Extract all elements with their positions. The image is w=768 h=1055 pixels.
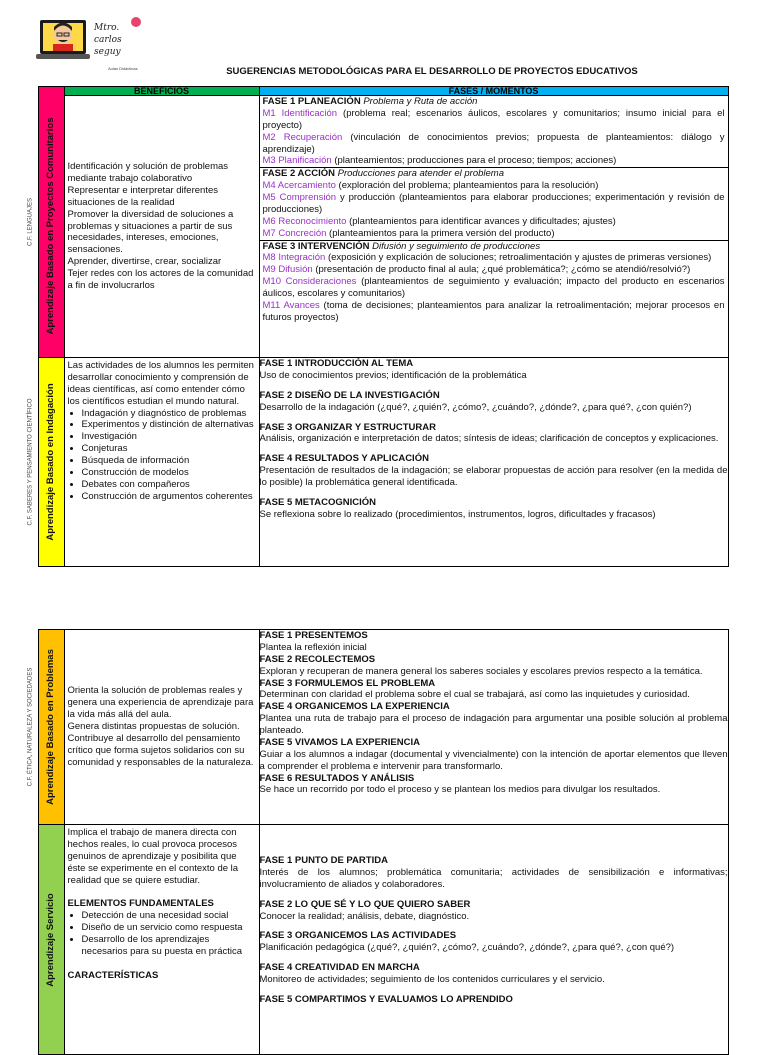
list-item: • Construcción de argumentos coherentes	[82, 491, 256, 503]
phase-block: FASE 4 ORGANICEMOS LA EXPERIENCIA Plantea una ruta de trabajo para el proceso de indagación para argumentar una posible solución al problema planteado.	[259, 701, 728, 736]
phase-block: FASE 2 DISEÑO DE LA INVESTIGACIÓN Desarrollo de la indagación (¿qué?, ¿quién?, ¿cómo?, ¿cuándo?, ¿dónde?, ¿para qué?, ¿con quién?)	[259, 389, 692, 413]
list-item: • Experimentos y distinción de alternativas	[82, 419, 256, 431]
benefits-cell-proyectos	[64, 96, 259, 358]
list-item: • Conjeturas	[82, 443, 256, 455]
intro-text: Implica el trabajo de manera directa con hechos reales, lo cual provoca procesos genuinos de aprendizaje y posibilita que éste se experimente en el contexto de la realidad que se quiere estudiar.	[67, 827, 239, 886]
list-item: • Identificación y solución de problemas mediante trabajo colaborativo	[68, 161, 256, 185]
module-m2: M2 Recuperación	[262, 131, 343, 143]
characteristics-title: CARACTERÍSTICAS	[67, 969, 159, 981]
cf-label-etica: C.F. ÉTICA, NATURALEZA Y SOCIEDADES	[27, 667, 33, 787]
list-item: • Representar e interpretar diferentes situaciones de la realidad	[68, 185, 256, 209]
list-item: • Construcción de modelos	[82, 467, 256, 479]
methodology-table-2	[24, 629, 729, 1055]
col-header-phases: FASES / MOMENTOS	[259, 87, 728, 96]
phase-block: FASE 5 VIVAMOS LA EXPERIENCIA Guiar a los alumnos a indagar (documental y vivencialmente) con la intención de aportar elementos que lleven a comprender el problema e intervenir para transformarlo.	[259, 736, 728, 772]
phases-cell-proyectos	[259, 96, 728, 358]
module-m4: M4 Acercamiento	[262, 180, 336, 192]
logo-text: Mtro. carlos seguy	[94, 23, 122, 57]
phase-block: FASE 1 PUNTO DE PARTIDA Interés de los alumnos; problemática comunitaria; actividades de sensibilización e informativas; involucramiento de aliados y colaboradores.	[259, 855, 728, 890]
list-item: • Contribuye al desarrollo del pensamiento crítico que forma sujetos solidarios con su comunidad y responsables de la naturaleza.	[68, 733, 256, 769]
brand-logo	[34, 14, 152, 76]
cf-label-saberes: C.F. SABERES Y PENSAMIENTO CIENTÍFICO	[27, 398, 33, 526]
module-m11: M11 Avances	[262, 299, 320, 311]
phase-block: FASE 3 FORMULEMOS EL PROBLEMA Determinan con claridad el problema sobre el cual se trabajará, así como las inquietudes y curiosidad.	[259, 677, 690, 701]
phase-block: FASE 3 ORGANIZAR Y ESTRUCTURAR Análisis, organización e interpretación de datos; síntesis de ideas; clarificación de conceptos y explicaciones.	[259, 421, 719, 445]
list-item: • Diseño de un servicio como respuesta	[82, 922, 256, 934]
benefits-cell-problemas	[64, 630, 259, 825]
list-item: • Tejer redes con los actores de la comunidad a fin de involucrarlos	[68, 268, 256, 292]
list-item: • Búsqueda de información	[82, 455, 256, 467]
phase-block: FASE 5 METACOGNICIÓN Se reflexiona sobre lo realizado (procedimientos, instrumentos, logros, dificultades y fracasos)	[259, 496, 656, 520]
phase-block-1: FASE 1 PLANEACIÓN Problema y Ruta de acción M1 Identificación (problema real; escenarios áulicos, escolares y comunitarios; insumo inicial para el proyecto) M2 Recuperación (vinculación de conocimientos previos; propuesta de planteamientos: diálogo y aprendizaje) M3 Planificación (planteamientos; producciones para el proceso; tiempos; acciones)	[262, 96, 725, 167]
benefits-cell-indagacion	[64, 358, 259, 567]
module-m3: M3 Planificación	[262, 155, 332, 167]
cf-label-lenguajes: C.F. LENGUAJES	[27, 197, 33, 247]
elements-title: ELEMENTOS FUNDAMENTALES	[67, 898, 214, 910]
methodology-table-1	[24, 86, 729, 567]
page-title: SUGERENCIAS METODOLÓGICAS PARA EL DESARROLLO DE PROYECTOS EDUCATIVOS	[226, 66, 638, 77]
list-item: • Orienta la solución de problemas reales y genera una experiencia de aprendizaje para la vida más allá del aula.	[68, 685, 256, 721]
phase-block: FASE 6 RESULTADOS Y ANÁLISIS Se hace un recorrido por todo el proceso y se plantean los medios para divulgar los resultados.	[259, 772, 661, 796]
phase-block: FASE 3 ORGANICEMOS LAS ACTIVIDADES Planificación pedagógica (¿qué?, ¿quién?, ¿cómo?, ¿cuándo?, ¿dónde?, ¿para qué?, ¿con qué?)	[259, 930, 675, 954]
benefits-cell-servicio	[64, 825, 259, 1055]
benefits-list	[65, 159, 259, 294]
approach-label-servicio: Aprendizaje Servicio	[38, 825, 64, 1055]
list-item: • Aprender, divertirse, crear, socializar	[68, 256, 256, 268]
elements-list	[68, 910, 256, 958]
phase-block: FASE 2 RECOLECTEMOS Exploran y recuperan de manera general los saberes sociales y escolares previos respecto a la temática.	[259, 653, 703, 677]
benefits-list	[68, 408, 256, 503]
phase-block-2: FASE 2 ACCIÓN Producciones para atender el problema M4 Acercamiento (exploración del problema; planteamientos para la resolución) M5 Comprensión y producción (planteamientos para elaborar producciones; experimentación y revisión de producciones) M6 Reconocimiento (planteamientos para identificar avances y dificultades; ajustes) M7 Concreción (planteamientos para la primera versión del producto)	[260, 167, 728, 239]
phase-block: FASE 1 INTRODUCCIÓN AL TEMA Uso de conocimientos previos; identificación de la problemática	[259, 358, 527, 381]
phases-cell-indagacion	[259, 358, 728, 567]
list-item: • Genera distintas propuestas de solución.	[68, 721, 256, 733]
phase-block: FASE 5 COMPARTIMOS Y EVALUAMOS LO APRENDIDO	[259, 993, 513, 1005]
approach-label-problemas: Aprendizaje Basado en Problemas	[38, 630, 64, 825]
phase-block-3: FASE 3 INTERVENCIÓN Difusión y seguimiento de producciones M8 Integración (exposición y explicación de soluciones; retroalimentación y ajustes de primeras versiones) M9 Difusión (presentación de producto final al aula; ¿qué problemática?; ¿cómo se atendió/resolvió?) M10 Consideraciones (planteamientos de seguimiento y evaluación; impacto del producto en escenarios áulicos, escolares y comunitarios) M11 Avances (toma de decisiones; planteamientos para analizar la retroalimentación; mejorar procesos en futuros proyectos)	[260, 240, 728, 324]
intro-text: Las actividades de los alumnos les permiten desarrollar conocimiento y comprensión de ideas científicas, así como entender cómo los científicos estudian el mundo natural.	[67, 360, 254, 407]
module-m9: M9 Difusión	[262, 264, 313, 276]
phase-block: FASE 1 PRESENTEMOS Plantea la reflexión inicial	[259, 630, 368, 653]
logo-subtext: Aulas Didácticas	[108, 66, 138, 71]
list-item: • Promover la diversidad de soluciones a problemas y situaciones a partir de sus necesidades, intereses, emociones, sensaciones.	[68, 209, 256, 257]
approach-label-proyectos: Aprendizaje Basado en Proyectos Comunitarios	[38, 96, 64, 358]
phase-block: FASE 2 LO QUE SÉ Y LO QUE QUIERO SABER Conocer la realidad; análisis, debate, diagnóstico.	[259, 898, 471, 922]
benefits-list	[65, 683, 259, 770]
module-m5: M5 Comprensión	[262, 192, 337, 203]
module-m1: M1 Identificación	[262, 107, 338, 119]
list-item: • Debates con compañeros	[82, 479, 256, 491]
phase-block: FASE 4 RESULTADOS Y APLICACIÓN Presentación de resultados de la indagación; se elaborar propuestas de acción para resolver (en la medida de lo posible) la problemática general identificada.	[259, 453, 728, 488]
list-item: • Indagación y diagnóstico de problemas	[82, 408, 256, 420]
module-m10: M10 Consideraciones	[262, 276, 357, 288]
list-item: • Investigación	[82, 431, 256, 443]
module-m8: M8 Integración	[262, 252, 326, 264]
module-m6: M6 Reconocimiento	[262, 215, 347, 227]
phases-cell-servicio	[259, 825, 728, 1055]
list-item: • Desarrollo de los aprendizajes necesarios para su puesta en práctica	[82, 934, 256, 958]
phase-block: FASE 4 CREATIVIDAD EN MARCHA Monitoreo de actividades; seguimiento de los contenidos curriculares y el servicio.	[259, 962, 605, 985]
approach-label-indagacion: Aprendizaje Basado en Indagación	[38, 358, 64, 567]
module-m7: M7 Concreción	[262, 227, 327, 239]
phases-cell-problemas	[259, 630, 728, 825]
col-header-benefits: BENEFICIOS	[64, 87, 259, 96]
list-item: • Detección de una necesidad social	[82, 910, 256, 922]
